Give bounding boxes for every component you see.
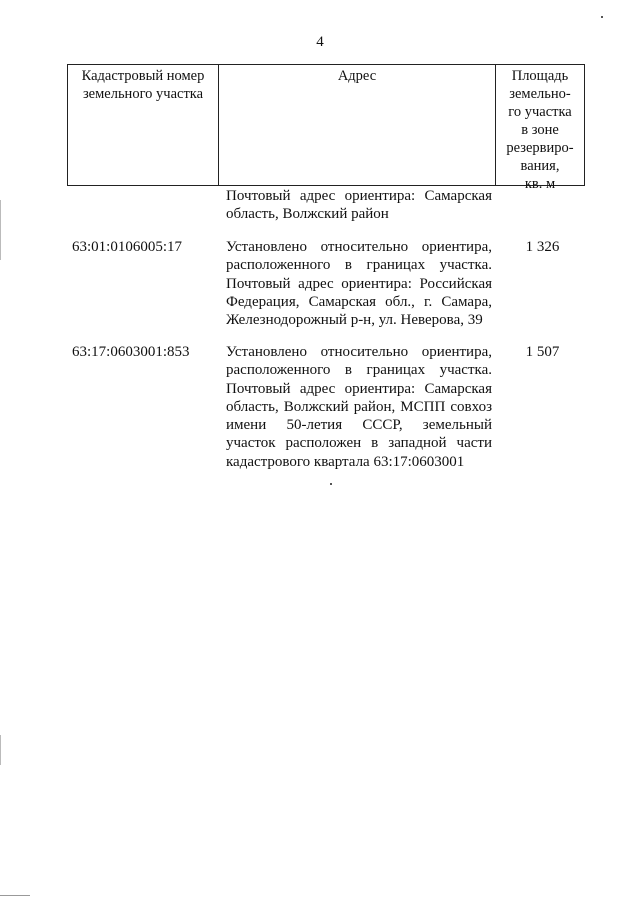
- header-area-line: Площадь: [511, 68, 569, 84]
- area-value: 1 326: [525, 239, 560, 255]
- scan-speck: [330, 483, 332, 485]
- address-line: область, Волжский район: [226, 206, 389, 223]
- header-cadastral-line: земельного участка: [82, 86, 204, 102]
- header-area-line: резервиро-: [506, 140, 574, 156]
- address-line: расположенного в границах участка.: [226, 362, 492, 379]
- address-line: расположенного в границах участка.: [226, 257, 492, 274]
- address-line: область, Волжский район, МСПП совхоз: [226, 398, 492, 415]
- address-line: Установлено относительно ориентира,: [226, 344, 492, 360]
- scan-edge-mark: [0, 200, 1, 260]
- header-area-line: в зоне: [521, 122, 559, 138]
- row-address: [226, 238, 492, 329]
- row-address: [226, 343, 492, 471]
- header-area-line: го участка: [508, 104, 572, 120]
- address-line: Почтовый адрес ориентира: Российская: [226, 275, 492, 292]
- address-line: Почтовый адрес ориентира: Самарская: [226, 188, 492, 204]
- page-number: 4: [316, 34, 324, 50]
- header-area-line: вания,: [520, 158, 560, 174]
- header-address: [219, 65, 496, 185]
- address-line: участок расположен в западной части: [226, 435, 492, 452]
- area-value: 1 507: [525, 344, 560, 360]
- address-line: кадастрового квартала 63:17:0603001: [226, 453, 465, 470]
- address-line: Почтовый адрес ориентира: Самарская: [226, 380, 492, 397]
- header-area: [496, 65, 584, 192]
- continuation-address: [226, 187, 492, 224]
- cadastral-number: 63:01:0106005:17: [72, 239, 183, 255]
- address-line: имени 50-летия СССР, земельный: [226, 417, 492, 434]
- scan-edge-mark: [0, 735, 1, 765]
- header-cadastral-number: [68, 65, 219, 185]
- scan-speck: [601, 16, 603, 18]
- scan-edge-mark: [0, 895, 30, 896]
- address-line: Установлено относительно ориентира,: [226, 239, 492, 255]
- header-address-label: Адрес: [337, 68, 377, 84]
- address-line: Федерация, Самарская обл., г. Самара,: [226, 293, 492, 310]
- table-header: [67, 64, 585, 192]
- header-area-line: кв. м: [524, 176, 556, 192]
- header-cadastral-line: Кадастровый номер: [81, 68, 205, 84]
- address-line: Железнодорожный р-н, ул. Неверова, 39: [226, 312, 483, 329]
- header-area-line: земельно-: [509, 86, 571, 102]
- cadastral-number: 63:17:0603001:853: [72, 344, 190, 360]
